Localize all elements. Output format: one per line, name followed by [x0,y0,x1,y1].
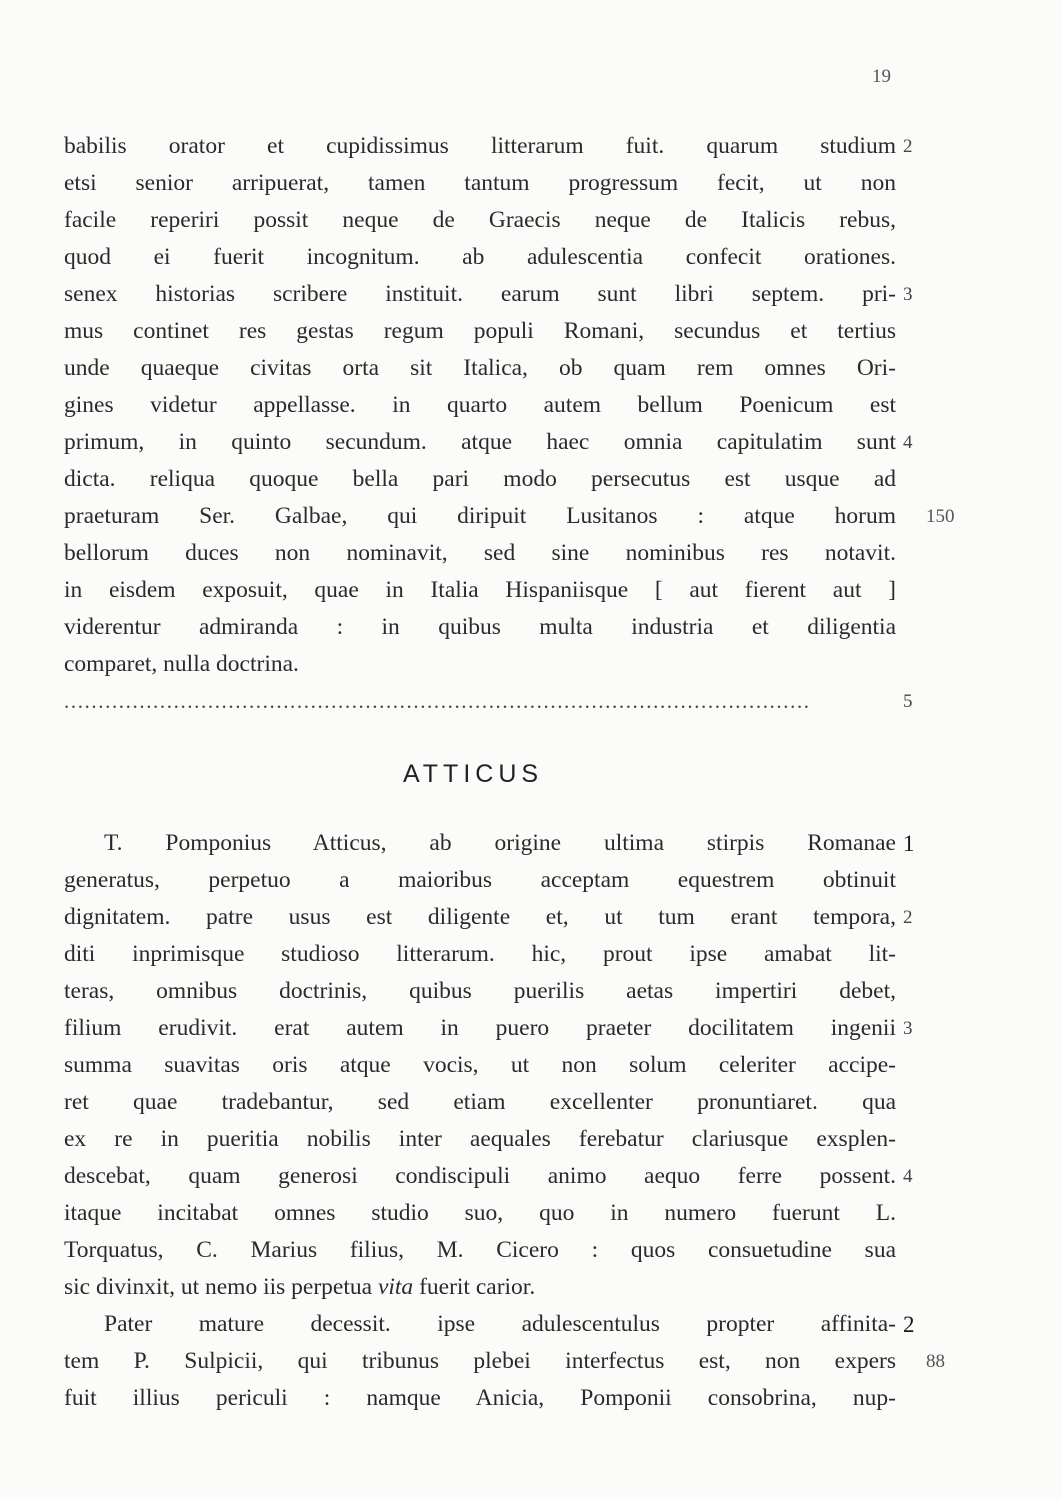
atticus-passage [64,825,945,1417]
margin-section-number: 3 [903,1018,913,1039]
line-text: Torquatus, C. Marius filius, M. Cicero : quos consuetudine sua [64,1237,896,1263]
italic-word: vita [377,1274,414,1300]
line-text: filium erudivit. erat autem in puero praeter docilitatem ingenii [64,1015,896,1041]
text-line [64,1047,896,1084]
line-text: generatus, perpetuo a maioribus acceptam equestrem obtinuit [64,867,896,893]
text-line [64,128,913,165]
text-line [64,899,913,936]
line-text: etsi senior arripuerat, tamen tantum progressum fecit, ut non [64,170,896,196]
text-line [64,1158,913,1195]
line-text: ex re in pueritia nobilis inter aequales ferebatur clariusque exsplen- [64,1126,896,1152]
line-text: babilis orator et cupidissimus litterarum fuit. quarum studium [64,133,896,159]
text-line [64,202,896,239]
line-text: comparet, nulla doctrina. [64,651,299,677]
text-line [64,609,896,646]
line-text: sic divinxit, ut nemo iis perpetua [64,1274,378,1300]
margin-section-number: 5 [903,691,913,712]
text-line [64,276,913,313]
margin-section-number: 4 [903,1166,913,1187]
line-text: ret quae tradebantur, sed etiam excellenter pronuntiaret. qua [64,1089,896,1115]
omission-line [64,683,913,720]
line-text: diti inprimisque studioso litterarum. hic, prout ipse amabat lit- [64,941,896,967]
text-line [64,1343,945,1380]
line-text: senex historias scribere instituit. earum sunt libri septem. pri- [64,281,896,307]
margin-chapter-number: 2 [903,1312,915,1337]
ellipsis-dots: ............................................................................................................. [64,689,811,713]
text-line [64,387,896,424]
text-line [64,313,896,350]
line-text: mus continet res gestas regum populi Romani, secundus et tertius [64,318,896,344]
line-text: descebat, quam generosi condiscipuli animo aequo ferre possent. [64,1163,896,1189]
line-text: viderentur admiranda : in quibus multa industria et diligentia [64,614,896,640]
text-line [64,1306,915,1343]
text-line [64,646,896,683]
text-line [64,239,896,276]
line-text: T. Pomponius Atticus, ab origine ultima stirpis Romanae [104,830,896,856]
margin-section-number: 2 [903,907,913,928]
line-text: quod ei fuerit incognitum. ab adulescentia confecit orationes. [64,244,896,270]
line-text: dicta. reliqua quoque bella pari modo persecutus est usque ad [64,466,896,492]
chapter-heading: ATTICUS [402,760,544,788]
page-number: 19 [872,66,891,87]
cato-passage [64,128,955,683]
line-text: teras, omnibus doctrinis, quibus puerilis aetas impertiri debet, [64,978,896,1004]
text-line [64,1269,896,1306]
margin-reference-number: 150 [926,506,955,527]
line-text: Pater mature decessit. ipse adulescentulus propter affinita- [104,1311,896,1337]
line-text: gines videtur appellasse. in quarto autem bellum Poenicum est [64,392,896,418]
text-line [64,1121,896,1158]
text-line [64,936,896,973]
text-line [64,1010,913,1047]
text-line [64,825,915,862]
line-text: summa suavitas oris atque vocis, ut non solum celeriter accipe- [64,1052,896,1078]
line-text: tem P. Sulpicii, qui tribunus plebei interfectus est, non expers [64,1348,896,1374]
margin-reference-number: 88 [926,1351,945,1372]
text-line [64,572,896,609]
text-line [64,973,896,1010]
text-line [64,1195,896,1232]
line-text: dignitatem. patre usus est diligente et, ut tum erant tempora, [64,904,896,930]
line-text: bellorum duces non nominavit, sed sine nominibus res notavit. [64,540,896,566]
line-text: primum, in quinto secundum. atque haec omnia capitulatim sunt [64,429,896,455]
margin-section-number: 4 [903,432,913,453]
line-text: itaque incitabat omnes studio suo, quo in numero fuerunt L. [64,1200,896,1226]
margin-section-number: 2 [903,136,913,157]
line-text: unde quaeque civitas orta sit Italica, ob quam rem omnes Ori- [64,355,896,381]
text-line [64,1380,896,1417]
text-line [64,1084,896,1121]
text-line [64,1232,896,1269]
line-text: fuit illius periculi : namque Anicia, Pomponii consobrina, nup- [64,1385,896,1411]
text-line [64,535,896,572]
text-line [64,350,896,387]
margin-section-number: 3 [903,284,913,305]
line-text: facile reperiri possit neque de Graecis neque de Italicis rebus, [64,207,896,233]
text-line [64,498,955,535]
line-text: fuerit carior. [413,1274,536,1300]
text-line [64,862,896,899]
text-line [64,165,896,202]
line-text: praeturam Ser. Galbae, qui diripuit Lusitanos : atque horum [64,503,896,529]
text-line [64,424,913,461]
margin-chapter-number: 1 [903,831,915,856]
text-line [64,461,896,498]
line-text: in eisdem exposuit, quae in Italia Hispaniisque [ aut fierent aut ] [64,577,896,603]
